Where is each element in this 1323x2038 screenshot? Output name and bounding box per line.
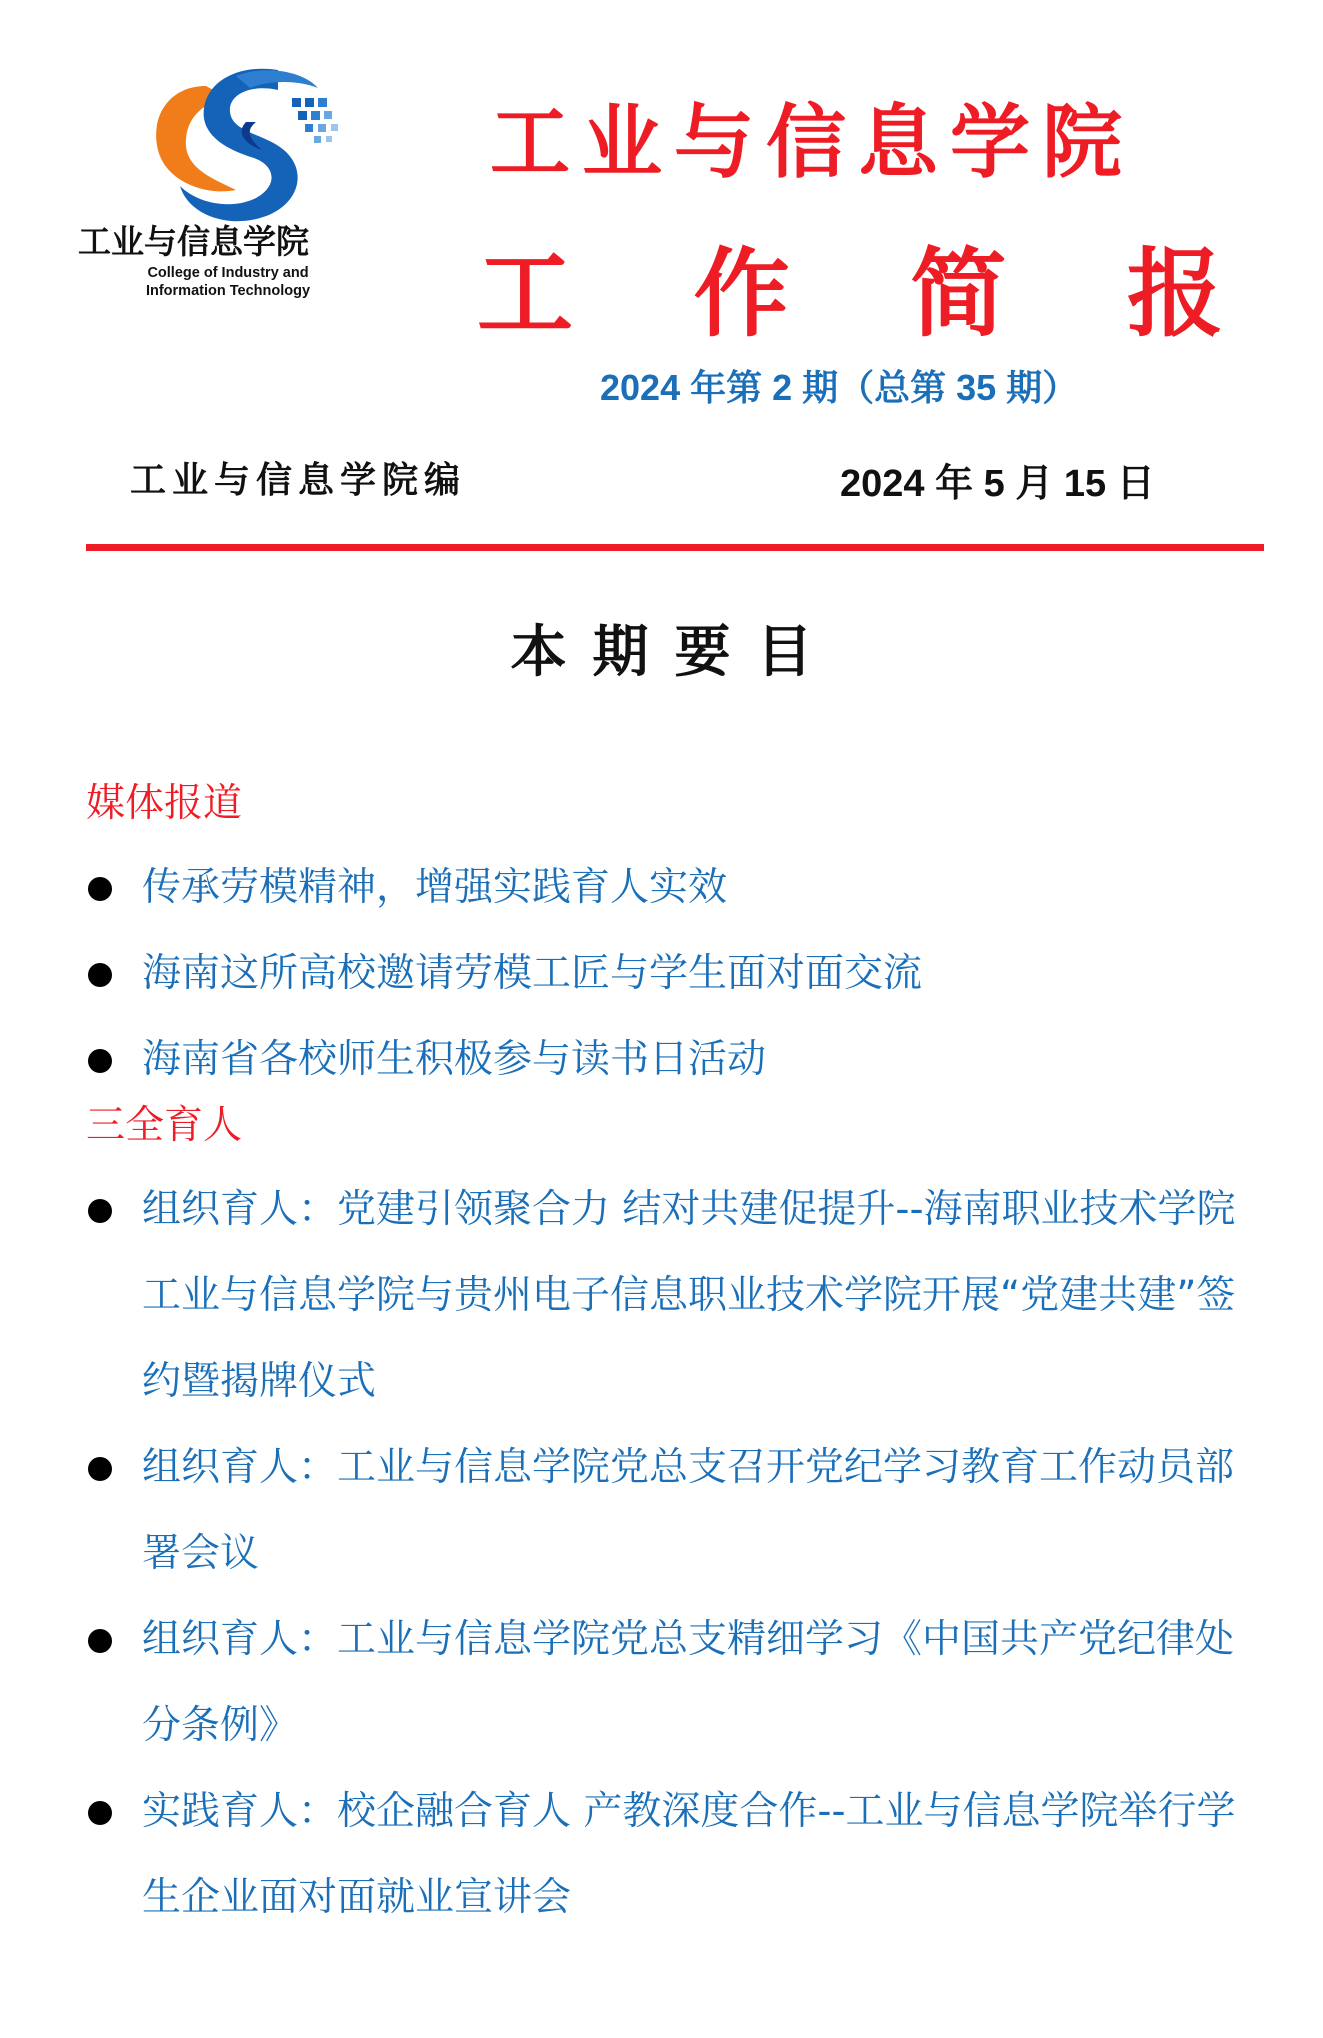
toc-item-text: 实践育人：校企融合育人 产教深度合作--工业与信息学院举行学生企业面对面就业宣讲会 (142, 1789, 1236, 1920)
masthead-divider (86, 544, 1264, 551)
toc-section-media (86, 775, 1266, 1103)
toc-item-text: 传承劳模精神，增强实践育人实效 (142, 865, 728, 910)
masthead-subtitle-char: 工 (477, 237, 573, 350)
toc-item-text: 组织育人：工业与信息学院党总支召开党纪学习教育工作动员部署会议 (142, 1445, 1235, 1576)
section-title: 媒体报道 (86, 781, 243, 826)
bullet-icon (88, 1049, 112, 1073)
editor-line: 工业与信息学院编 (130, 459, 467, 501)
bullet-icon (88, 1801, 112, 1825)
toc-item[interactable] (86, 1597, 1266, 1769)
publish-date: 2024 年 5 月 15 日 (840, 463, 1155, 505)
toc-item[interactable] (86, 931, 1266, 1017)
bullet-icon (88, 1457, 112, 1481)
toc-list (86, 775, 1266, 1941)
masthead-title: 工业与信息学院 (490, 95, 1134, 189)
toc-item[interactable] (86, 1167, 1266, 1425)
toc-item[interactable] (86, 1425, 1266, 1597)
masthead-subtitle-char: 作 (693, 237, 790, 350)
bullet-icon (88, 877, 112, 901)
toc-item-text: 组织育人：工业与信息学院党总支精细学习《中国共产党纪律处分条例》 (142, 1617, 1235, 1748)
college-logo (78, 58, 378, 308)
toc-item[interactable] (86, 1769, 1266, 1941)
toc-item-text: 组织育人：党建引领聚合力 结对共建促提升--海南职业技术学院工业与信息学院与贵州电子信息职业技术学院开展“党建共建”签约暨揭牌仪式 (142, 1187, 1236, 1404)
masthead-subtitle-char: 简 (910, 237, 1007, 350)
section-title: 三全育人 (86, 1103, 243, 1148)
logo-name-en-line2: Information Technology (145, 283, 311, 299)
bullet-icon (88, 963, 112, 987)
logo-emblem-icon (128, 58, 348, 228)
masthead-subtitle-char: 报 (1126, 237, 1223, 350)
toc-heading: 本期要目 (510, 619, 839, 685)
bullet-icon (88, 1199, 112, 1223)
logo-name-cn: 工业与信息学院 (78, 222, 309, 261)
logo-name-en (118, 264, 338, 300)
toc-item-text: 海南这所高校邀请劳模工匠与学生面对面交流 (142, 951, 923, 996)
toc-item[interactable] (86, 845, 1266, 931)
issue-number: 2024 年第 2 期（总第 35 期） (600, 367, 1079, 408)
toc-item[interactable] (86, 1017, 1266, 1103)
toc-section-education (86, 1097, 1266, 1941)
bullet-icon (88, 1629, 112, 1653)
masthead-subtitle (470, 218, 1230, 350)
toc-item-text: 海南省各校师生积极参与读书日活动 (142, 1037, 767, 1082)
logo-name-en-line1: College of Industry and (147, 265, 309, 281)
